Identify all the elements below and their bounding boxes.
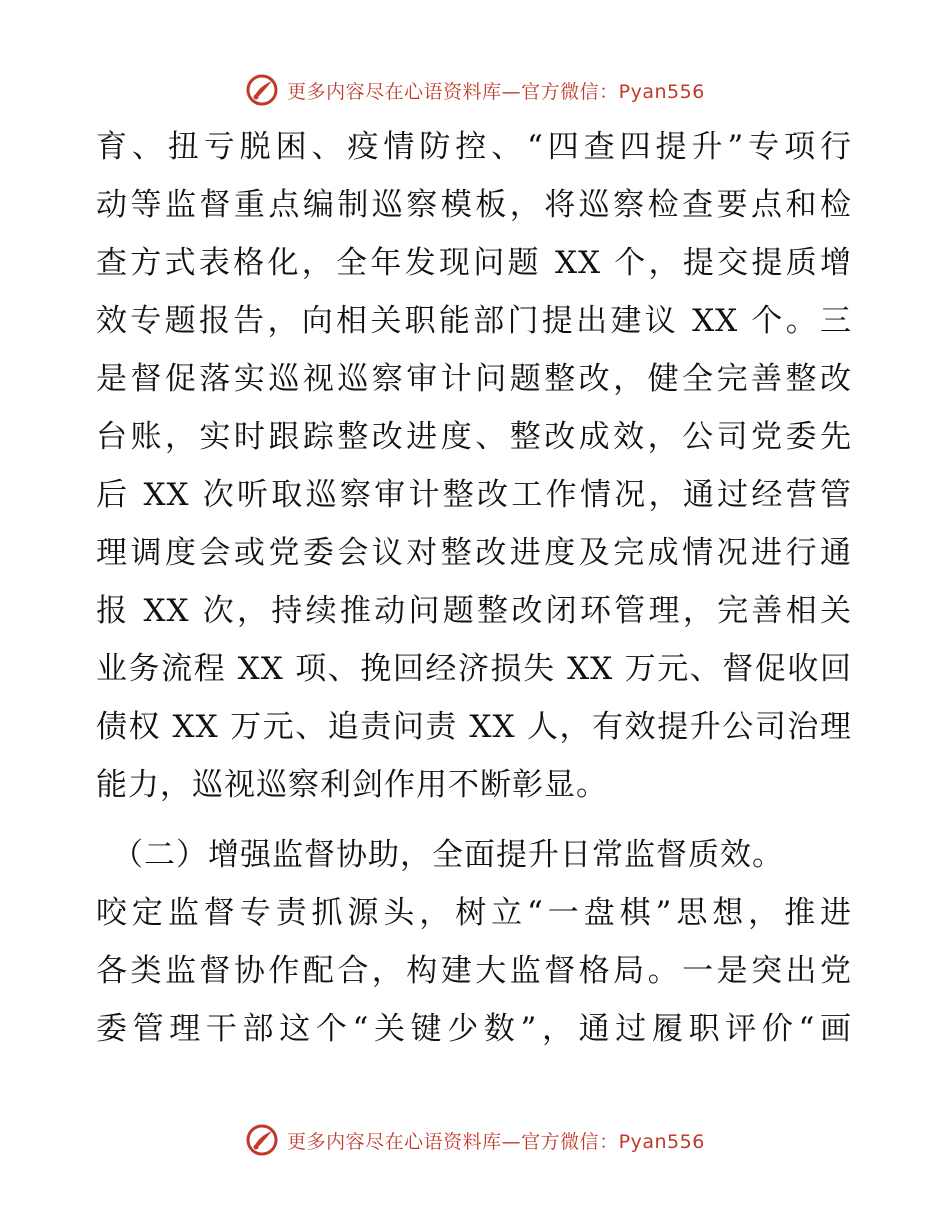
paragraph-line: 业务流程 XX 项、挽回经济损失 XX 万元、督促收回 [96,651,852,687]
paragraph-gap [96,814,852,826]
paragraph-line: 债权 XX 万元、追责问责 XX 人，有效提升公司治理 [96,709,852,745]
paragraph-line: 后 XX 次听取巡察审计整改工作情况，通过经营管 [96,477,852,513]
paragraph-line: 是督促落实巡视巡察审计问题整改，健全完善整改 [96,361,852,397]
paragraph-line: 动等监督重点编制巡察模板，将巡察检查要点和检 [96,187,852,223]
footer-banner-text: 更多内容尽在心语资料库—官方微信：Pyan556 [287,1130,705,1153]
paragraph-line: 报 XX 次，持续推动问题整改闭环管理，完善相关 [96,593,852,629]
footer-banner [0,1120,950,1160]
paragraph-line: 育、扭亏脱困、疫情防控、“四查四提升”专项行 [96,129,852,165]
paragraph-line: 咬定监督专责抓源头，树立“一盘棋”思想，推进 [96,895,852,931]
section-heading: （二）增强监督协助，全面提升日常监督质效。 [112,837,784,873]
paragraph-line: 委管理干部这个“关键少数”，通过履职评价“画 [96,1011,852,1047]
paragraph-line: 查方式表格化，全年发现问题 XX 个，提交提质增 [96,245,852,281]
document-body [96,118,852,1058]
header-banner [0,70,950,110]
brush-logo-icon [245,1123,279,1157]
paragraph-line: 各类监督协作配合，构建大监督格局。一是突出党 [96,953,852,989]
paragraph-line: 能力，巡视巡察利剑作用不断彰显。 [96,767,608,803]
paragraph-line: 理调度会或党委会议对整改进度及完成情况进行通 [96,535,852,571]
paragraph-line: 效专题报告，向相关职能部门提出建议 XX 个。三 [96,303,852,339]
header-banner-text: 更多内容尽在心语资料库—官方微信：Pyan556 [287,80,705,103]
brush-logo-icon [245,73,279,107]
paragraph-line: 台账，实时跟踪整改进度、整改成效，公司党委先 [96,419,852,455]
